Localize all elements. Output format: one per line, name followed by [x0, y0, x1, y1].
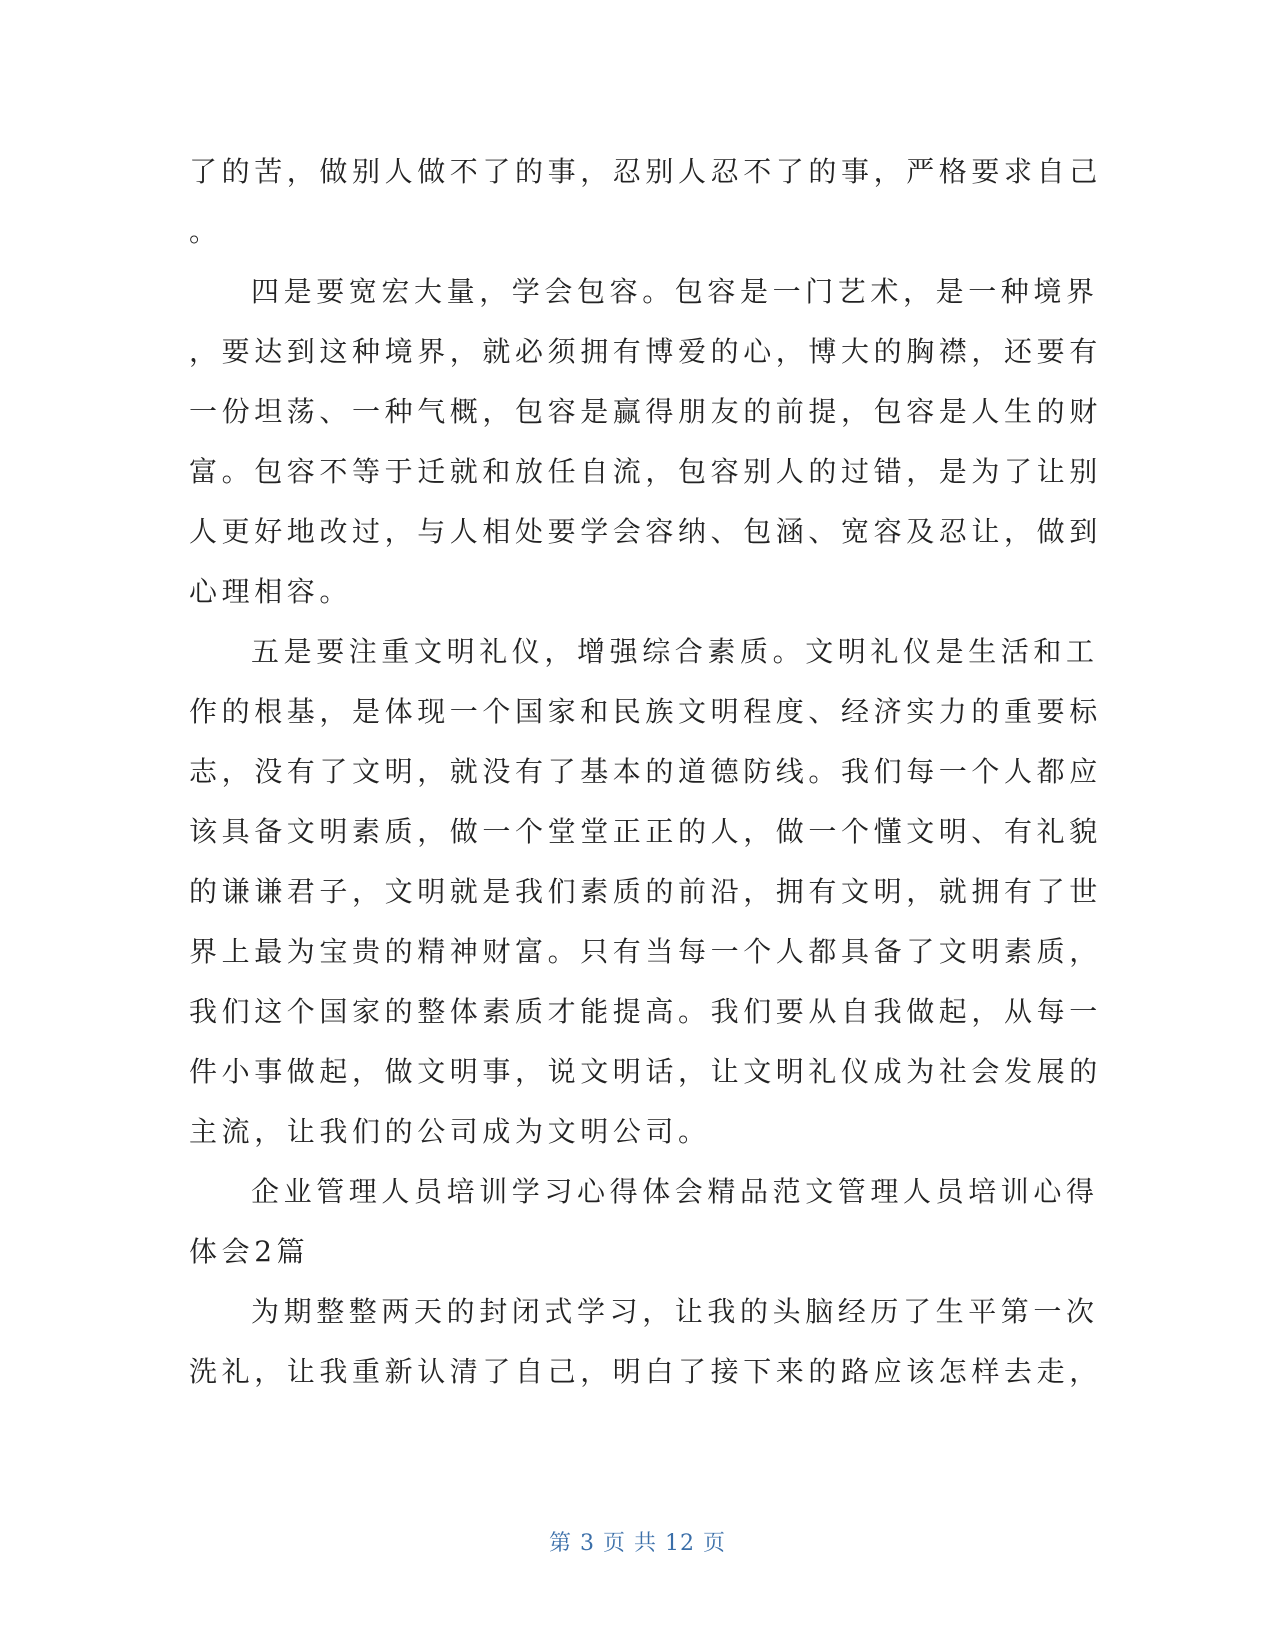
text-line: 志，没有了文明，就没有了基本的道德防线。我们每一个人都应 — [189, 755, 1102, 788]
text-line: 作的根基，是体现一个国家和民族文明程度、经济实力的重要标 — [189, 695, 1102, 728]
text-line: 。 — [189, 215, 222, 248]
text-line: 四是要宽宏大量，学会包容。包容是一门艺术，是一种境界 — [251, 275, 1099, 308]
page-number-footer: 第 3 页 共 12 页 — [549, 1531, 726, 1556]
document-body — [189, 142, 1102, 1402]
text-line: ，要达到这种境界，就必须拥有博爱的心，博大的胸襟，还要有 — [189, 335, 1102, 368]
text-line: 的谦谦君子，文明就是我们素质的前沿，拥有文明，就拥有了世 — [189, 875, 1102, 908]
text-line: 我们这个国家的整体素质才能提高。我们要从自我做起，从每一 — [189, 995, 1102, 1028]
text-line: 件小事做起，做文明事，说文明话，让文明礼仪成为社会发展的 — [189, 1055, 1102, 1088]
text-line: 洗礼，让我重新认清了自己，明白了接下来的路应该怎样去走， — [189, 1355, 1102, 1388]
text-line: 企业管理人员培训学习心得体会精品范文管理人员培训心得 — [251, 1175, 1099, 1208]
text-line: 五是要注重文明礼仪，增强综合素质。文明礼仪是生活和工 — [251, 635, 1099, 668]
text-line: 体会2篇 — [189, 1235, 310, 1268]
text-line: 一份坦荡、一种气概，包容是赢得朋友的前提，包容是人生的财 — [189, 395, 1102, 428]
text-line: 了的苦，做别人做不了的事，忍别人忍不了的事，严格要求自己 — [189, 155, 1102, 188]
text-line: 界上最为宝贵的精神财富。只有当每一个人都具备了文明素质， — [189, 935, 1102, 968]
text-line: 该具备文明素质，做一个堂堂正正的人，做一个懂文明、有礼貌 — [189, 815, 1102, 848]
text-line: 富。包容不等于迁就和放任自流，包容别人的过错，是为了让别 — [189, 455, 1102, 488]
text-line: 主流，让我们的公司成为文明公司。 — [189, 1115, 711, 1148]
text-line: 人更好地改过，与人相处要学会容纳、包涵、宽容及忍让，做到 — [189, 515, 1102, 548]
text-line: 为期整整两天的封闭式学习，让我的头脑经历了生平第一次 — [251, 1295, 1099, 1328]
text-line: 心理相容。 — [189, 575, 353, 608]
